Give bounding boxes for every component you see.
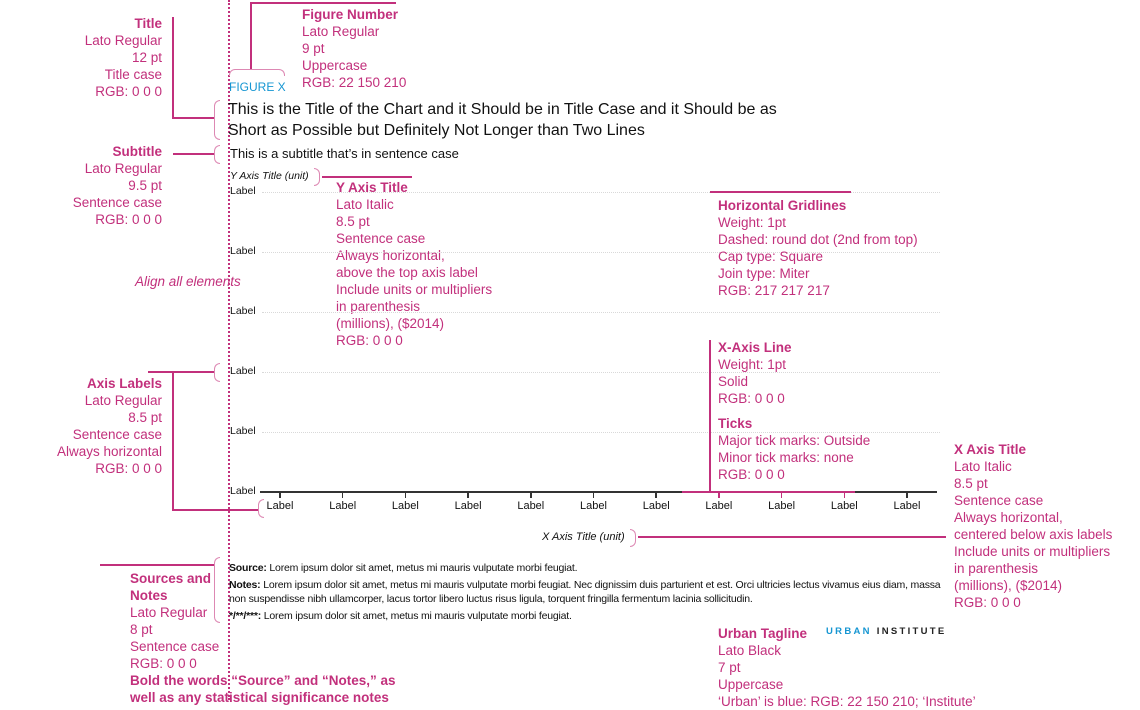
figure-number-leader (250, 2, 396, 4)
y-axis-label: Label (230, 245, 256, 257)
gridlines-annotation: Horizontal Gridlines Weight: 1pt Dashed: round dot (2nd from top) Cap type: Square Join type: Miter RGB: 217 217 217 (718, 198, 918, 298)
y-axis-label: Label (230, 485, 256, 497)
x-axis-label: Label (705, 500, 733, 512)
y-axis-title: Y Axis Title (unit) (230, 170, 309, 182)
x-axis-label: Label (266, 500, 294, 512)
x-axis-tick (467, 492, 469, 498)
subtitle-annotation: Subtitle Lato Regular 9.5 pt Sentence case RGB: 0 0 0 (72, 144, 162, 227)
sources-leader (100, 564, 214, 566)
source-line: Source: Lorem ipsum dolor sit amet, metus mi mauris vulputate morbi feugiat. (229, 562, 578, 574)
x-axis-label: Label (893, 500, 921, 512)
x-axis-line-highlight (682, 491, 855, 493)
x-axis-tick (718, 492, 720, 498)
axis-labels-annotation: Axis Labels Lato Regular 8.5 pt Sentence case Always horizontal RGB: 0 0 0 (56, 376, 162, 476)
axis-labels-bracket (214, 363, 220, 382)
y-axis-label: Label (230, 185, 256, 197)
chart-title: This is the Title of the Chart and it Should be in Title Case and it Should be as Short as Possible but Definitely Not Longer than Two Lines (228, 101, 777, 139)
notes-line: Notes: Lorem ipsum dolor sit amet, metus mi mauris vulputate morbi feugiat. Nec dignissim duis parturient et est. Orci ultricies lectus vivamus eius diam, massa non suspendisse nibh ullamcorper, lacus tortor libero luctus risus ligula, torquent fringilla fermentum lacinia sollicitudin. (229, 579, 941, 605)
figure-number-annotation: Figure Number Lato Regular 9 pt Uppercase RGB: 22 150 210 (302, 7, 407, 90)
x-axis-title: X Axis Title (unit) (542, 531, 625, 543)
title-leader (172, 117, 214, 119)
x-axis-label: Label (642, 500, 670, 512)
gridlines-leader (710, 191, 851, 193)
gridline (262, 312, 940, 313)
x-axis-tick (593, 492, 595, 498)
x-axis-tick (530, 492, 532, 498)
urban-institute-logo: URBAN INSTITUTE (826, 626, 947, 637)
x-axis-tick (279, 492, 281, 498)
tagline-annotation: Urban Tagline Lato Black 7 pt Uppercase ‘Urban’ is blue: RGB: 22 150 210; ‘Institute’ (718, 626, 976, 709)
axis-labels-leader (172, 371, 174, 510)
figure-number-bracket (229, 69, 285, 76)
figure-number-leader (250, 2, 252, 70)
axis-labels-leader (148, 371, 214, 373)
x-axis-label: Label (830, 500, 858, 512)
x-axis-label: Label (768, 500, 796, 512)
subtitle-leader (173, 153, 214, 155)
significance-line: */**/***: Lorem ipsum dolor sit amet, metus mi mauris vulputate morbi feugiat. (229, 610, 572, 622)
x-axis-label: Label (580, 500, 607, 512)
align-note: Align all elements (135, 274, 241, 289)
x-axis-tick (655, 492, 657, 498)
y-axis-label: Label (230, 305, 256, 317)
annotation-heading: Title (134, 16, 162, 31)
chart-subtitle: This is a subtitle that’s in sentence case (230, 146, 459, 161)
y-axis-title-bracket (314, 168, 320, 186)
title-annotation: Title Lato Regular 12 pt Title case RGB: 0 0 0 (84, 16, 162, 99)
x-axis-title-leader (638, 536, 946, 538)
x-axis-tick (405, 492, 407, 498)
x-axis-label: Label (329, 500, 357, 512)
sources-annotation: Sources and Notes Lato Regular 8 pt Sentence case RGB: 0 0 0 Bold the words “Source” and “Notes,” as well as any statistical significance notes (130, 571, 396, 705)
title-bracket (214, 100, 220, 140)
x-axis-label: Label (517, 500, 545, 512)
x-axis-tick (844, 492, 846, 498)
x-axis-tick (342, 492, 344, 498)
x-axis-title-annotation: X Axis Title Lato Italic 8.5 pt Sentence case Always horizontal, centered below axis labels Include units or multipliers in parenthesis (millions), ($2014) RGB: 0 0 0 (954, 442, 1113, 610)
y-axis-title-annotation: Y Axis Title Lato Italic 8.5 pt Sentence case Always horizontal, above the top axis label Include units or multipliers in parenthesis (millions), ($2014) RGB: 0 0 0 (336, 180, 493, 348)
title-leader (172, 17, 174, 118)
x-axis-label: Label (391, 500, 419, 512)
subtitle-bracket (214, 145, 220, 164)
x-axis-label: Label (454, 500, 482, 512)
x-axis-line-annotation: X-Axis Line Weight: 1pt Solid RGB: 0 0 0 (718, 340, 792, 406)
axis-labels-leader (172, 509, 258, 511)
x-axis-tick (781, 492, 783, 498)
y-axis-label: Label (230, 365, 256, 377)
figure-label: FIGURE X (229, 80, 286, 94)
y-axis-title-leader (322, 176, 412, 178)
x-axis-line-leader (709, 340, 711, 492)
gridline (262, 372, 940, 373)
x-axis-title-bracket (630, 529, 636, 547)
y-axis-label: Label (230, 425, 256, 437)
x-axis-tick (906, 492, 908, 498)
ticks-annotation: Ticks Major tick marks: Outside Minor tick marks: none RGB: 0 0 0 (718, 416, 871, 482)
